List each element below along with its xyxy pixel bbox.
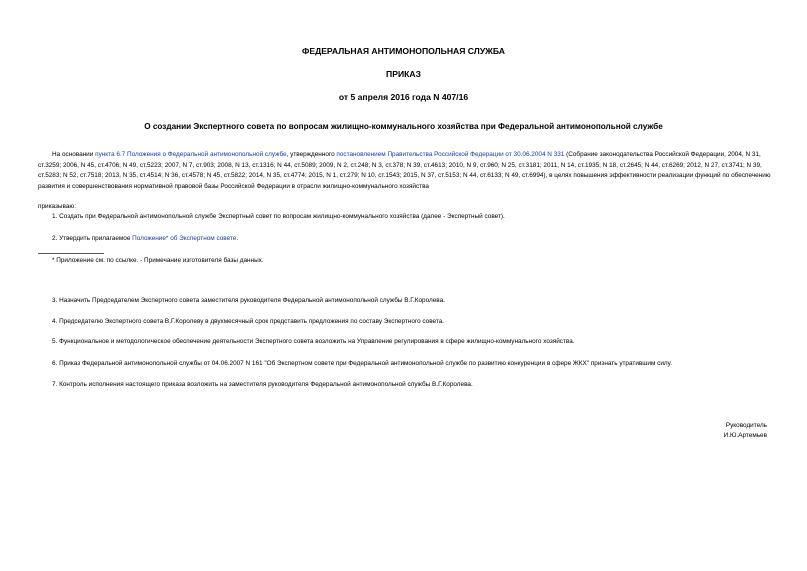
basis-paragraph bbox=[38, 150, 778, 192]
item-4: 4. Председателю Экспертного совета В.Г.Королеву в двухмесячный срок представить предложения по составу Экспертного совета. bbox=[52, 318, 445, 325]
signature-title: Руководитель bbox=[725, 422, 767, 429]
item-7: 7. Контроль исполнения настоящего приказа возложить на заместителя руководителя Федеральной антимонопольной службы В.Г.Королева. bbox=[52, 381, 473, 388]
item-1: 1. Создать при Федеральной антимонопольной службе Экспертный совет по вопросам жилищно-коммунального хозяйства (далее - Экспертный совет). bbox=[52, 213, 505, 220]
agency-name: ФЕДЕРАЛЬНАЯ АНТИМОНОПОЛЬНАЯ СЛУЖБА bbox=[302, 46, 505, 56]
basis-text-3: (Собрание законодательства Российской Федерации, 2004, N 31, ст.3259; 2006, N 45, ст.4706; N 49, ст.5223; 2007, N 7, ст.903; 2008, N 13, ст.1316; N 44, ст.5089; 2009, N 2, ст.248; N 3, ст.378; N 39, ст.4613; 2010, N 9, ст.960; N 25, ст.3181; 2011, N 14, ст.1935; N 18, ст.2645; N 44, ст.6269; 2012, N 27, ст.3741; N 39, ст.5283; N 52, ст.7518; 2013, N 35, ст.4514; N 36, ст.4578; N 45, ст.5822; 2014, N 35, ст.4774; 2015, N 1, ст.279; N 10, ст.1543; 2015, N 37, ст.5153; N 44, ст.6133; N 49, ст.6994), в целях повышения эффективности реализации функций по обеспечению развития и совершенствования нормативной правовой базы Российской Федерации в отрасли жилищно-коммунального хозяйства bbox=[38, 151, 771, 190]
order-word: приказываю: bbox=[38, 203, 76, 210]
footnote: * Приложение см. по ссылке. - Примечание изготовителя базы данных. bbox=[52, 257, 264, 264]
basis-text-1: На основании bbox=[52, 151, 96, 158]
footnote-divider bbox=[38, 253, 104, 254]
item-6: 6. Приказ Федеральной антимонопольной службы от 04.06.2007 N 161 "Об Экспертном совете при Федеральной антимонопольной службе по развитию конкуренции в сфере ЖКХ" признать утратившим силу. bbox=[52, 360, 672, 367]
regulation-link[interactable]: пункта 6.7 Положения о Федеральной антимонопольной службе bbox=[95, 151, 287, 158]
document-subject: О создании Экспертного совета по вопросам жилищно-коммунального хозяйства при Федеральной антимонопольной службе bbox=[144, 122, 663, 131]
item-2 bbox=[52, 234, 782, 243]
item-5: 5. Функциональное и методологическое обеспечение деятельности Экспертного совета возложить на Управление регулирования в сфере жилищно-коммунального хозяйства. bbox=[52, 338, 575, 345]
item-2-end: . bbox=[236, 235, 239, 242]
document-date-number: от 5 апреля 2016 года N 407/16 bbox=[338, 92, 469, 102]
basis-text-2: , утвержденного bbox=[286, 151, 337, 158]
document-type: ПРИКАЗ bbox=[386, 69, 421, 79]
government-decree-link[interactable]: постановлением Правительства Российской Федерации от 30.06.2004 N 331 bbox=[336, 151, 565, 158]
regulation-appendix-link[interactable]: Положение* об Экспертном совете bbox=[132, 235, 237, 242]
item-3: 3. Назначить Председателем Экспертного совета заместителя руководителя Федеральной антимонопольной службы В.Г.Королева. bbox=[52, 297, 445, 304]
item-2-text: 2. Утвердить прилагаемое bbox=[52, 235, 133, 242]
signature-name: И.Ю.Артемьев bbox=[723, 432, 767, 439]
